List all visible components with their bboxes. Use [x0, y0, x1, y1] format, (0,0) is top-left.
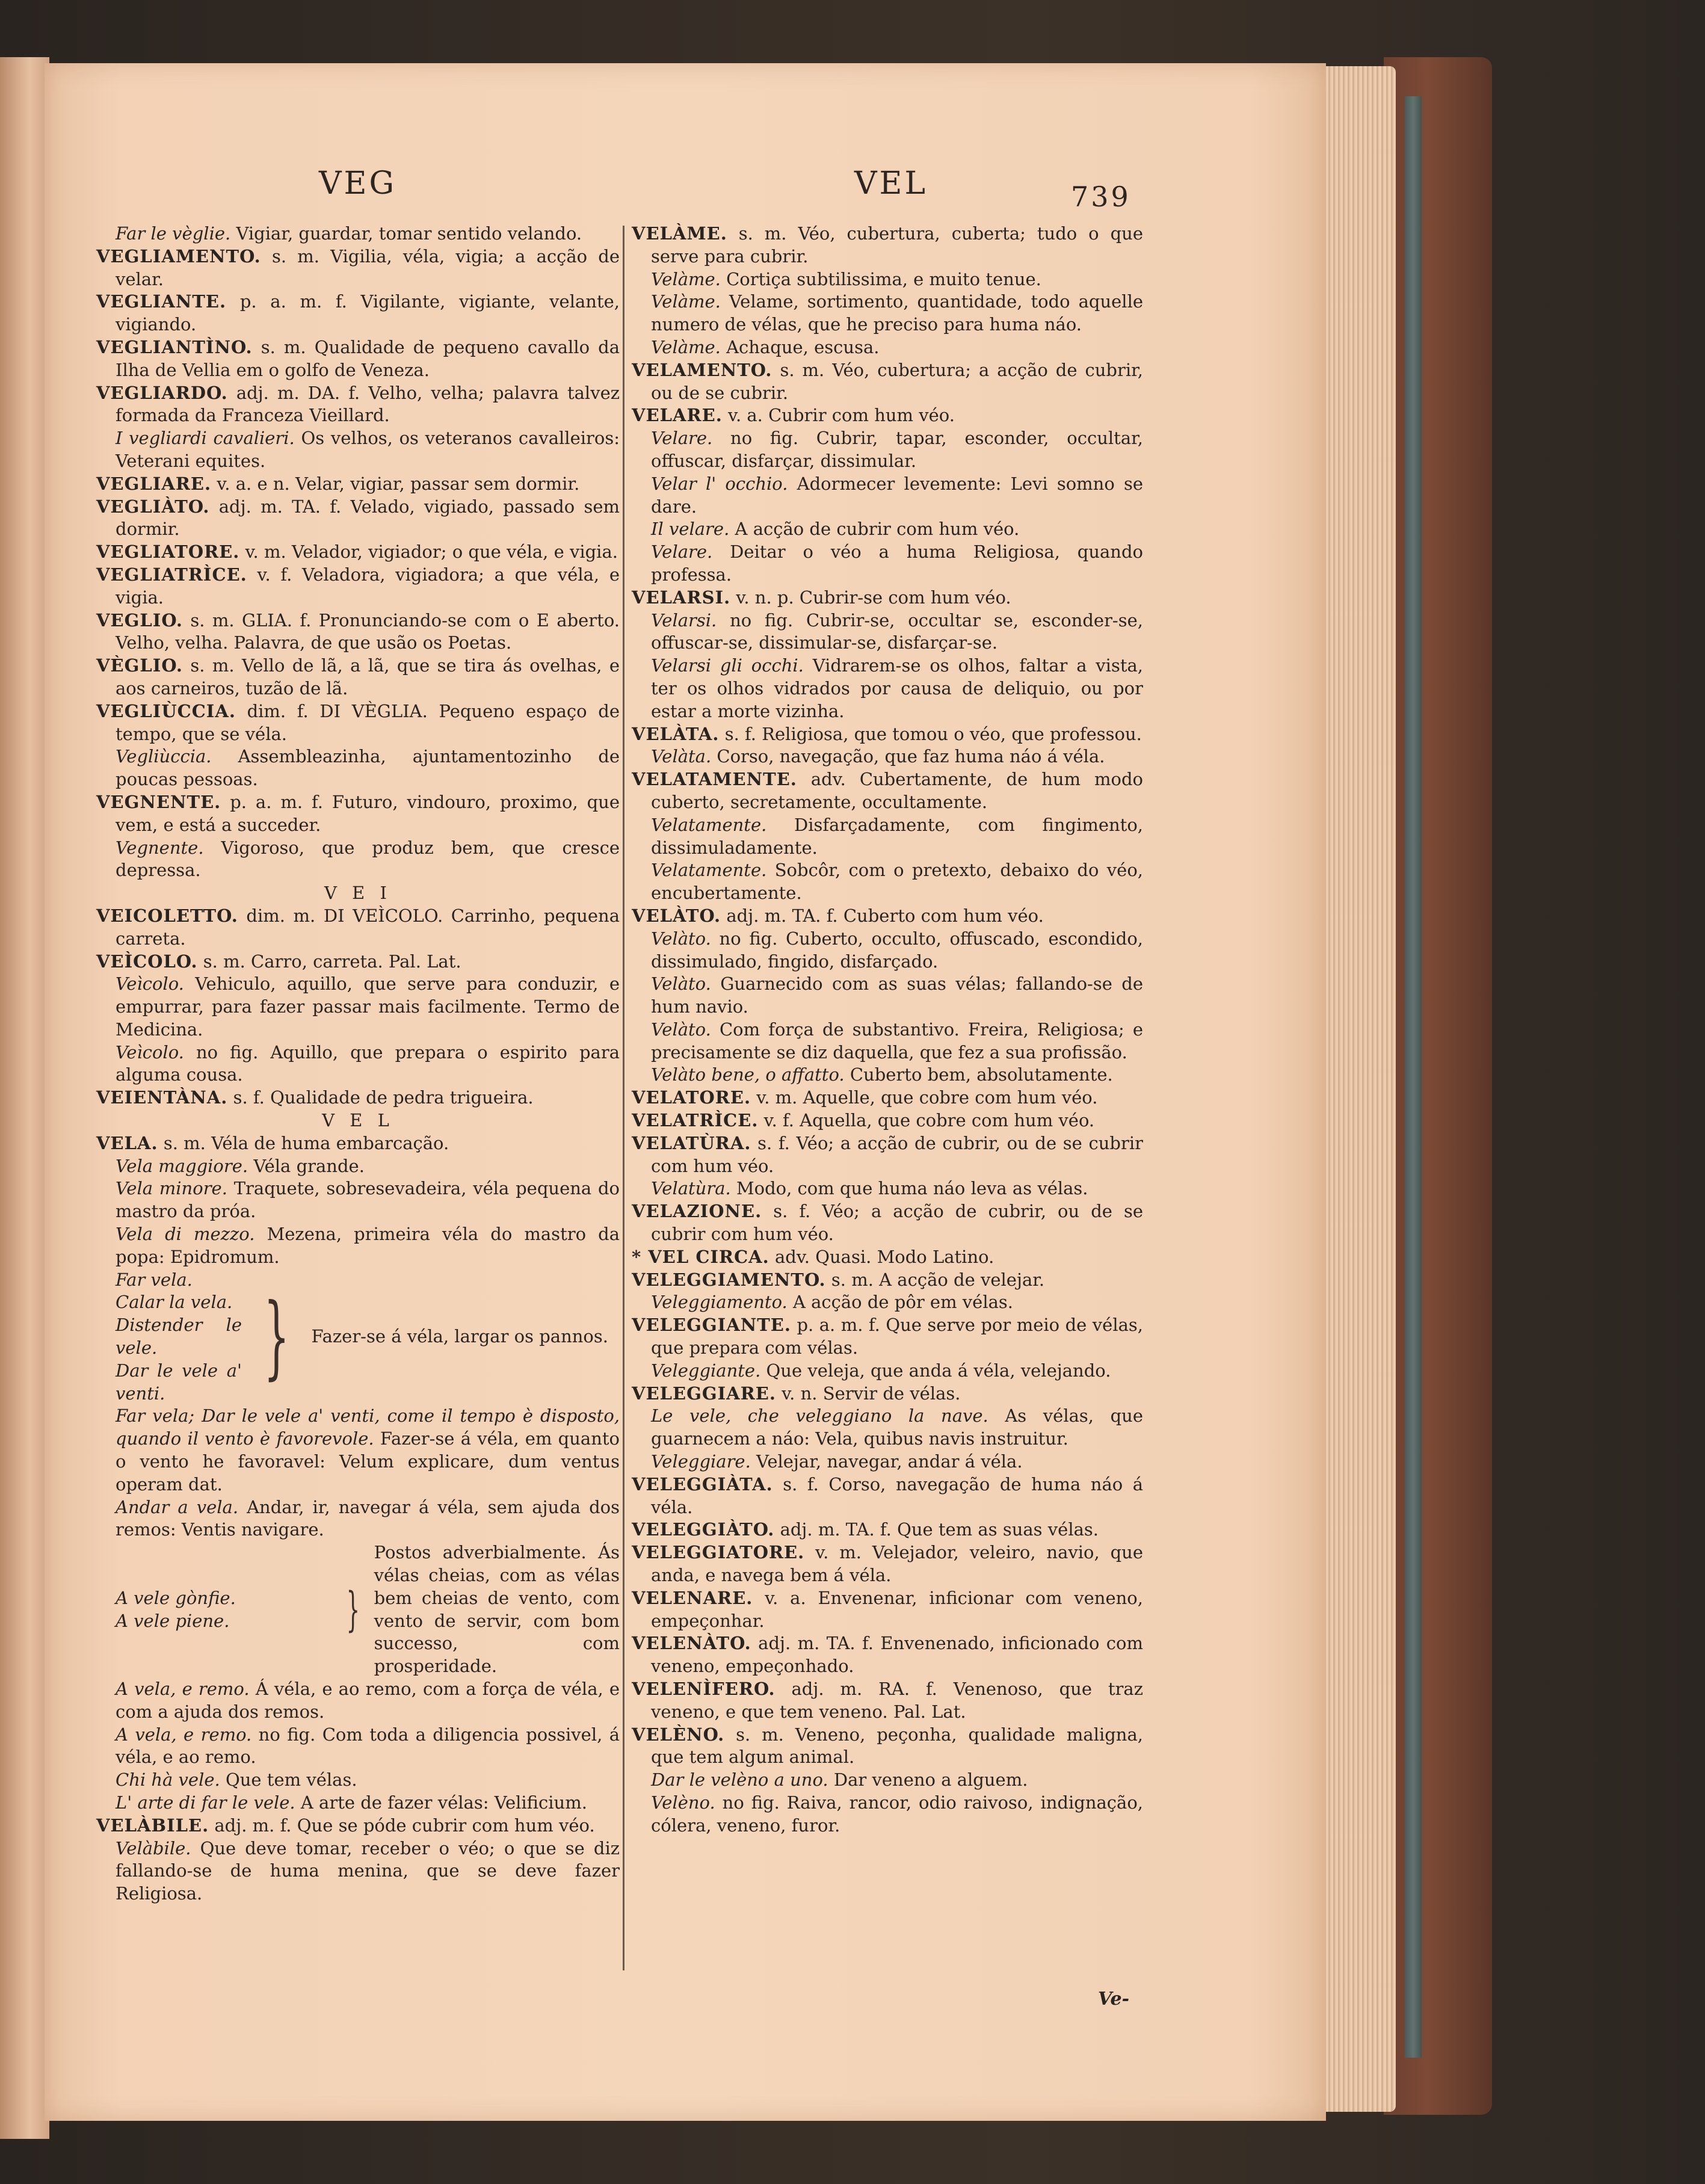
- phrase: Velàbile.: [116, 1837, 191, 1859]
- headword: VEGLIANTÌNO.: [96, 336, 253, 357]
- headword: VEÌCOLO.: [96, 951, 198, 972]
- definition: Postos adverbialmente. Ás vélas cheias, com as vélas bem cheias de vento, com vento de servir, com bom successo, com prosperidade.: [374, 1542, 620, 1677]
- definition: v. f. Aquella, que cobre com hum véo.: [763, 1110, 1095, 1131]
- headword: VEGLIO.: [96, 609, 183, 631]
- headword: VELÀBILE.: [96, 1815, 209, 1836]
- definition: Vigiar, guardar, tomar sentido velando.: [236, 223, 582, 244]
- definition: Andar, ir, navegar á véla, sem ajuda dos remos: Ventis navigare.: [116, 1496, 620, 1540]
- definition: Achaque, escusa.: [726, 336, 880, 357]
- definition: Véla grande.: [253, 1155, 365, 1176]
- definition: s. f. Véo; a acção de cubrir, ou de se cubrir com hum véo.: [651, 1201, 1143, 1245]
- headword: VEGLIÙCCIA.: [96, 700, 236, 721]
- sub-entry: [96, 1177, 620, 1223]
- phrase: Andar a vela.: [116, 1496, 239, 1517]
- headword: VEICOLETTO.: [96, 905, 238, 926]
- sub-entry: [632, 1177, 1143, 1200]
- catchword: Ve-: [1098, 1988, 1130, 2010]
- dictionary-entry: [632, 1678, 1143, 1724]
- definition: no fig. Raiva, rancor, odio raivoso, indignação, cólera, veneno, furor.: [651, 1792, 1144, 1836]
- sub-entry: [96, 1496, 620, 1542]
- brace-mark: }: [264, 1285, 290, 1390]
- phrase: A vele piene.: [116, 1610, 230, 1631]
- definition: adj. m. TA. f. Velado, vigiado, passado sem dormir.: [116, 496, 620, 540]
- dictionary-entry: [632, 1473, 1143, 1519]
- definition: s. m. Carro, carreta. Pal. Lat.: [203, 951, 461, 972]
- headword: VÈGLIO.: [96, 655, 183, 676]
- phrase: Velàme.: [651, 336, 721, 357]
- headword: VEGLIAMENTO.: [96, 245, 261, 267]
- phrase: Velàto bene, o affatto.: [651, 1064, 845, 1085]
- dictionary-entry: [632, 1587, 1143, 1633]
- definition: no fig. Aquillo, que prepara o espirito para alguma cousa.: [116, 1041, 620, 1085]
- dictionary-entry: [632, 359, 1143, 405]
- sub-entry: [632, 1064, 1143, 1087]
- dictionary-entry: [96, 1132, 620, 1155]
- definition: Os velhos, os veteranos cavalleiros: Veterani equites.: [116, 428, 620, 471]
- sub-entry: [96, 1223, 620, 1269]
- headword: VELÀTA.: [632, 723, 720, 744]
- definition: dim. f. DI VÈGLIA. Pequeno espaço de tempo, que se véla.: [116, 700, 620, 744]
- definition: s. f. Religiosa, que tomou o véo, que professou.: [724, 723, 1142, 744]
- headword: VELEGGIÀTO.: [632, 1519, 775, 1540]
- headword: VEGLIATRÌCE.: [96, 564, 247, 585]
- definition: Vigoroso, que produz bem, que cresce depressa.: [116, 837, 620, 881]
- definition: Velejar, navegar, andar á véla.: [756, 1451, 1023, 1472]
- definition: v. a. e n. Velar, vigiar, passar sem dormir.: [217, 473, 580, 494]
- definition: A acção de pôr em vélas.: [792, 1292, 1013, 1313]
- definition: adj. m. f. Que se póde cubrir com hum véo.: [214, 1815, 595, 1836]
- sub-entry: [96, 1678, 620, 1724]
- sub-entry: [632, 1792, 1143, 1837]
- phrase: Vela maggiore.: [116, 1155, 248, 1176]
- headword: VELÈNO.: [632, 1724, 725, 1745]
- headword: VELATÙRA.: [632, 1132, 751, 1153]
- definition: adj. m. TA. f. Envenenado, inficionado com veneno, empeçonhado.: [651, 1633, 1144, 1677]
- phrase: Velàta.: [651, 746, 712, 767]
- definition: adj. m. RA. f. Venenoso, que traz veneno, e que tem veneno. Pal. Lat.: [651, 1679, 1143, 1722]
- phrase: Veleggiamento.: [651, 1292, 788, 1313]
- right-running-head: VEL: [854, 165, 928, 202]
- definition: v. m. Velejador, veleiro, navio, que anda, e navega bem á véla.: [651, 1542, 1144, 1586]
- sub-entry: [632, 1019, 1143, 1064]
- dictionary-entry: [632, 223, 1143, 268]
- headword: VELEGGIÀTA.: [632, 1473, 773, 1495]
- headword: VEGLIÀTO.: [96, 496, 210, 517]
- phrase: Vegnente.: [116, 837, 204, 858]
- headword: VELENÌFERO.: [632, 1679, 775, 1699]
- phrase: Vela di mezzo.: [116, 1224, 255, 1245]
- sub-entry: [632, 928, 1143, 973]
- definition: Fazer-se á véla, em quanto o vento he favoravel: Velum explicare, dum ventus operam dat.: [116, 1428, 620, 1495]
- phrase: Veleggiare.: [651, 1451, 751, 1472]
- book-back-board: [1384, 57, 1492, 2115]
- definition: p. a. m. f. Vigilante, vigiante, velante, vigiando.: [116, 291, 620, 335]
- headword: * VEL CIRCA.: [632, 1246, 769, 1267]
- page-number: 739: [1071, 180, 1131, 213]
- braced-phrases: [96, 1587, 332, 1633]
- dictionary-entry: [632, 1383, 1143, 1405]
- definition: s. f. Corso, navegação de huma náo á véla.: [651, 1473, 1144, 1517]
- dictionary-entry: [632, 723, 1143, 746]
- phrase: Velàto.: [651, 1019, 711, 1040]
- phrase: Velarsi gli occhi.: [651, 655, 804, 676]
- dictionary-entry: [632, 1132, 1143, 1178]
- headword: VELENÀTO.: [632, 1633, 751, 1654]
- phrase: Veìcolo.: [116, 973, 184, 995]
- definition: Vehiculo, aquillo, que serve para conduzir, e empurrar, para fazer passar mais facilmente. Termo de Medicina.: [116, 973, 620, 1040]
- dictionary-entry: [96, 336, 620, 382]
- definition: adj. m. DA. f. Velho, velha; palavra talvez formada da Franceza Vieillard.: [116, 382, 620, 426]
- dictionary-entry: [96, 564, 620, 609]
- definition: Fazer-se á véla, largar os pannos.: [311, 1326, 608, 1347]
- definition: Que veleja, que anda á véla, velejando.: [766, 1360, 1111, 1381]
- dictionary-entry: [96, 905, 620, 951]
- definition: no fig. Com toda a diligencia possivel, á véla, e ao remo.: [116, 1724, 620, 1768]
- section-heading: V E L: [322, 1110, 394, 1131]
- phrase: Far vela.: [116, 1269, 193, 1290]
- phrase: Velar l' occhio.: [651, 473, 788, 494]
- definition: s. m. Véla de huma embarcação.: [163, 1132, 449, 1153]
- phrase: A vele gònfie.: [116, 1587, 236, 1608]
- definition: p. a. m. f. Que serve por meio de vélas, que prepara com vélas.: [651, 1315, 1143, 1359]
- sub-entry: [632, 427, 1143, 473]
- sub-entry: [632, 1451, 1143, 1473]
- headword: VELATAMENTE.: [632, 769, 797, 790]
- dictionary-entry: [632, 1519, 1143, 1541]
- definition: v. a. Cubrir com hum véo.: [728, 405, 955, 426]
- sub-entry: [96, 223, 620, 245]
- dictionary-entry: [96, 700, 620, 746]
- headword: VEGNENTE.: [96, 791, 221, 812]
- sub-entry: [632, 1360, 1143, 1383]
- facing-page-edge: [0, 57, 49, 2139]
- headword: VELAZIONE.: [632, 1201, 762, 1222]
- definition: Traquete, sobresevadeira, véla pequena do mastro da próa.: [116, 1178, 620, 1222]
- definition: Disfarçadamente, com fingimento, dissimuladamente.: [651, 814, 1144, 858]
- definition: Corso, navegação, que faz huma náo á véla.: [717, 746, 1105, 767]
- headword: VELEGGIARE.: [632, 1383, 776, 1404]
- sub-entry: [632, 336, 1143, 359]
- right-column: [632, 223, 1143, 1837]
- column-divider: [623, 226, 624, 1970]
- definition: v. n. p. Cubrir-se com hum véo.: [736, 587, 1011, 608]
- definition: Com força de substantivo. Freira, Religiosa; e precisamente se diz daquella, que fez a sua profissão.: [651, 1019, 1143, 1063]
- phrase: Vela minore.: [116, 1178, 227, 1199]
- headword: VEGLIARDO.: [96, 382, 228, 403]
- definition: Sobcôr, com o pretexto, debaixo do véo, encubertamente.: [651, 860, 1143, 904]
- dictionary-entry: [632, 587, 1143, 609]
- dictionary-entry: [632, 1314, 1143, 1360]
- dictionary-entry: [632, 404, 1143, 427]
- dictionary-entry: [632, 1200, 1143, 1246]
- definition: s. m. Qualidade de pequeno cavallo da Ilha de Vellia em o golfo de Veneza.: [116, 336, 620, 380]
- dictionary-entry: [96, 382, 620, 428]
- definition: Modo, com que huma náo leva as vélas.: [736, 1178, 1088, 1199]
- phrase: Far le vèglie.: [116, 223, 231, 244]
- definition: p. a. m. f. Futuro, vindouro, proximo, que vem, e está a succeder.: [116, 791, 620, 835]
- phrase: L' arte di far le vele.: [116, 1792, 295, 1813]
- phrase: Dar le vele a' venti.: [116, 1360, 242, 1404]
- phrase: Velèno.: [651, 1792, 715, 1813]
- phrase: Far vela; Dar le vele a' venti, come il tempo è disposto, quando il vento è favorevole.: [116, 1405, 620, 1449]
- headword: VELA.: [96, 1132, 158, 1153]
- sub-entry: [632, 745, 1143, 768]
- headword: VELATRÌCE.: [632, 1110, 759, 1131]
- definition: s. m. Véo, cubertura, cuberta; tudo o que serve para cubrir.: [651, 223, 1143, 267]
- sub-entry: [96, 1405, 620, 1496]
- dictionary-entry: [632, 1087, 1143, 1109]
- definition: Dar veneno a alguem.: [833, 1769, 1028, 1791]
- phrase: Distender le vele.: [116, 1315, 242, 1359]
- dictionary-entry: [632, 1632, 1143, 1678]
- sub-entry: [632, 518, 1143, 541]
- definition: Assembleazinha, ajuntamentozinho de poucas pessoas.: [116, 746, 620, 790]
- sub-entry: [632, 973, 1143, 1019]
- sub-entry: [632, 291, 1143, 336]
- definition: Velame, sortimento, quantidade, todo aquelle numero de vélas, que he preciso para huma náo.: [651, 291, 1144, 335]
- sub-entry: [632, 268, 1143, 291]
- definition: s. f. Qualidade de pedra trigueira.: [233, 1087, 534, 1108]
- headword: VEIENTÀNA.: [96, 1087, 228, 1108]
- definition: v. n. Servir de vélas.: [782, 1383, 961, 1404]
- headword: VELEGGIAMENTO.: [632, 1269, 826, 1290]
- left-running-head: VEG: [319, 165, 397, 202]
- definition: Deitar o véo a huma Religiosa, quando professa.: [651, 541, 1144, 585]
- definition: dim. m. DI VEÌCOLO. Carrinho, pequena carreta.: [116, 905, 620, 949]
- phrase: Velàme.: [651, 268, 721, 289]
- sub-entry: [96, 1792, 620, 1815]
- braced-group: [96, 1541, 620, 1678]
- definition: s. m. Vigilia, véla, vigia; a acção de velar.: [116, 245, 620, 289]
- definition: s. f. Véo; a acção de cubrir, ou de se cubrir com hum véo.: [651, 1132, 1143, 1176]
- definition: Vidrarem-se os olhos, faltar a vista, ter os olhos vidrados por causa de deliquio, ou por estar a morte vizinha.: [651, 655, 1143, 721]
- sub-entry: [632, 1405, 1143, 1451]
- phrase: Vegliùccia.: [116, 746, 212, 767]
- phrase: Le vele, che veleggiano la nave.: [651, 1405, 988, 1427]
- braced-group: [96, 1269, 620, 1405]
- headword: VELATORE.: [632, 1087, 751, 1108]
- headword: VELARE.: [632, 405, 723, 426]
- definition: Cuberto bem, absolutamente.: [849, 1064, 1113, 1085]
- definition: Á véla, e ao remo, com a força de véla, e com a ajuda dos remos.: [116, 1679, 620, 1722]
- phrase: Calar la vela.: [116, 1292, 233, 1313]
- definition: adv. Cubertamente, de hum modo cuberto, secretamente, occultamente.: [651, 769, 1143, 812]
- definition: Que deve tomar, receber o véo; o que se diz fallando-se de huma menina, que se deve fazer Religiosa.: [116, 1837, 620, 1904]
- dictionary-entry: [632, 905, 1143, 928]
- sub-entry: [632, 655, 1143, 723]
- dictionary-entry: [632, 768, 1143, 814]
- sub-entry: [632, 1291, 1143, 1314]
- headword: VELAMENTO.: [632, 359, 772, 380]
- definition: s. m. Vello de lã, a lã, que se tira ás ovelhas, e aos carneiros, tuzão de lã.: [116, 655, 620, 699]
- sub-entry: [632, 859, 1143, 905]
- sub-entry: [632, 541, 1143, 587]
- headword: VELEGGIATORE.: [632, 1542, 805, 1563]
- dictionary-entry: [632, 1541, 1143, 1587]
- dictionary-entry: [96, 291, 620, 336]
- sub-entry: [632, 473, 1143, 519]
- brace-mark: }: [346, 1582, 360, 1637]
- phrase: Velare.: [651, 428, 713, 449]
- sub-entry: [96, 1837, 620, 1905]
- phrase: A vela, e remo.: [116, 1724, 252, 1745]
- dictionary-entry: [96, 245, 620, 291]
- phrase: Velàto.: [651, 928, 711, 949]
- definition: s. m. GLIA. f. Pronunciando-se com o E aberto. Velho, velha. Palavra, de que usão os Poetas.: [116, 609, 620, 653]
- headword: VEGLIATORE.: [96, 541, 240, 563]
- phrase: Velare.: [651, 541, 713, 563]
- definition: no fig. Cuberto, occulto, offuscado, escondido, dissimulado, fingido, disfarçado.: [651, 928, 1144, 972]
- definition: A acção de cubrir com hum véo.: [735, 519, 1020, 540]
- phrase: Velatamente.: [651, 814, 767, 835]
- headword: VEGLIANTE.: [96, 291, 227, 312]
- definition: Mezena, primeira véla do mastro da popa: Epidromum.: [116, 1224, 620, 1267]
- sub-entry: [96, 427, 620, 473]
- sub-entry: [96, 973, 620, 1041]
- phrase: A vela, e remo.: [116, 1679, 250, 1699]
- definition: Adormecer levemente: Levi somno se dare.: [651, 473, 1144, 517]
- headword: VELENARE.: [632, 1587, 753, 1608]
- phrase: Il velare.: [651, 519, 730, 540]
- definition: adj. m. TA. f. Que tem as suas vélas.: [780, 1519, 1099, 1540]
- phrase: Velatamente.: [651, 860, 767, 881]
- section-heading: V E I: [324, 883, 392, 904]
- phrase: Velatùra.: [651, 1178, 731, 1199]
- phrase: Velàme.: [651, 291, 721, 312]
- sub-entry: [96, 1041, 620, 1087]
- definition: v. a. Envenenar, inficionar com veneno, empeçonhar.: [651, 1587, 1143, 1631]
- definition: Cortiça subtilissima, e muito tenue.: [726, 268, 1041, 289]
- definition: Que tem vélas.: [225, 1769, 357, 1791]
- phrase: Veìcolo.: [116, 1041, 184, 1063]
- dictionary-entry: [632, 1724, 1143, 1769]
- phrase: I vegliardi cavalieri.: [116, 428, 295, 449]
- definition: As vélas, que guarnecem a náo: Vela, quibus navis instruitur.: [651, 1405, 1143, 1449]
- definition: s. m. A acção de velejar.: [831, 1269, 1045, 1290]
- dictionary-entry: [96, 609, 620, 655]
- dictionary-entry: [632, 1269, 1143, 1292]
- dictionary-entry: [96, 1815, 620, 1837]
- definition: Guarnecido com as suas vélas; fallando-se de hum navio.: [651, 973, 1144, 1017]
- dictionary-entry: [96, 473, 620, 496]
- definition: s. m. Véo, cubertura; a acção de cubrir, ou de se cubrir.: [651, 359, 1144, 403]
- headword: VELEGGIANTE.: [632, 1315, 791, 1336]
- headword: VELARSI.: [632, 587, 731, 608]
- definition: A arte de fazer vélas: Velificium.: [300, 1792, 587, 1813]
- headword: VEGLIARE.: [96, 473, 212, 494]
- definition: v. m. Aquelle, que cobre com hum véo.: [756, 1087, 1098, 1108]
- dictionary-entry: [632, 1109, 1143, 1132]
- dictionary-entry: [96, 791, 620, 837]
- definition: no fig. Cubrir-se, occultar se, esconder-se, offuscar-se, dissimular-se, disfarçar-se.: [651, 609, 1143, 653]
- phrase: Veleggiante.: [651, 1360, 761, 1381]
- definition: s. m. Veneno, peçonha, qualidade maligna, que tem algum animal.: [651, 1724, 1143, 1768]
- dictionary-entry: [96, 1087, 620, 1109]
- definition: v. m. Velador, vigiador; o que véla, e vigia.: [245, 541, 618, 563]
- dictionary-entry: [96, 496, 620, 541]
- book-spine-strip: [1405, 96, 1422, 2058]
- phrase: Dar le velèno a uno.: [651, 1769, 828, 1791]
- definition: adj. m. TA. f. Cuberto com hum véo.: [726, 905, 1044, 926]
- sub-entry: [96, 1155, 620, 1178]
- sub-entry: [96, 1724, 620, 1769]
- headword: VELÀME.: [632, 223, 727, 244]
- braced-phrases: [96, 1269, 242, 1405]
- definition: adv. Quasi. Modo Latino.: [775, 1246, 994, 1267]
- sub-entry: [632, 1769, 1143, 1792]
- sub-entry: [96, 837, 620, 883]
- dictionary-entry: [632, 1246, 1143, 1269]
- phrase: Velarsi.: [651, 609, 717, 631]
- sub-entry: [632, 609, 1143, 655]
- sub-entry: [96, 745, 620, 791]
- dictionary-entry: [96, 655, 620, 700]
- dictionary-entry: [96, 541, 620, 564]
- phrase: Velàto.: [651, 973, 711, 995]
- definition: no fig. Cubrir, tapar, esconder, occultar, offuscar, disfarçar, dissimular.: [651, 428, 1143, 471]
- sub-entry: [96, 1769, 620, 1792]
- headword: VELÀTO.: [632, 905, 721, 926]
- phrase: Chi hà vele.: [116, 1769, 220, 1791]
- definition: v. f. Veladora, vigiadora; a que véla, e vigia.: [116, 564, 620, 608]
- sub-entry: [632, 814, 1143, 860]
- left-column: [96, 223, 620, 1905]
- dictionary-entry: [96, 951, 620, 973]
